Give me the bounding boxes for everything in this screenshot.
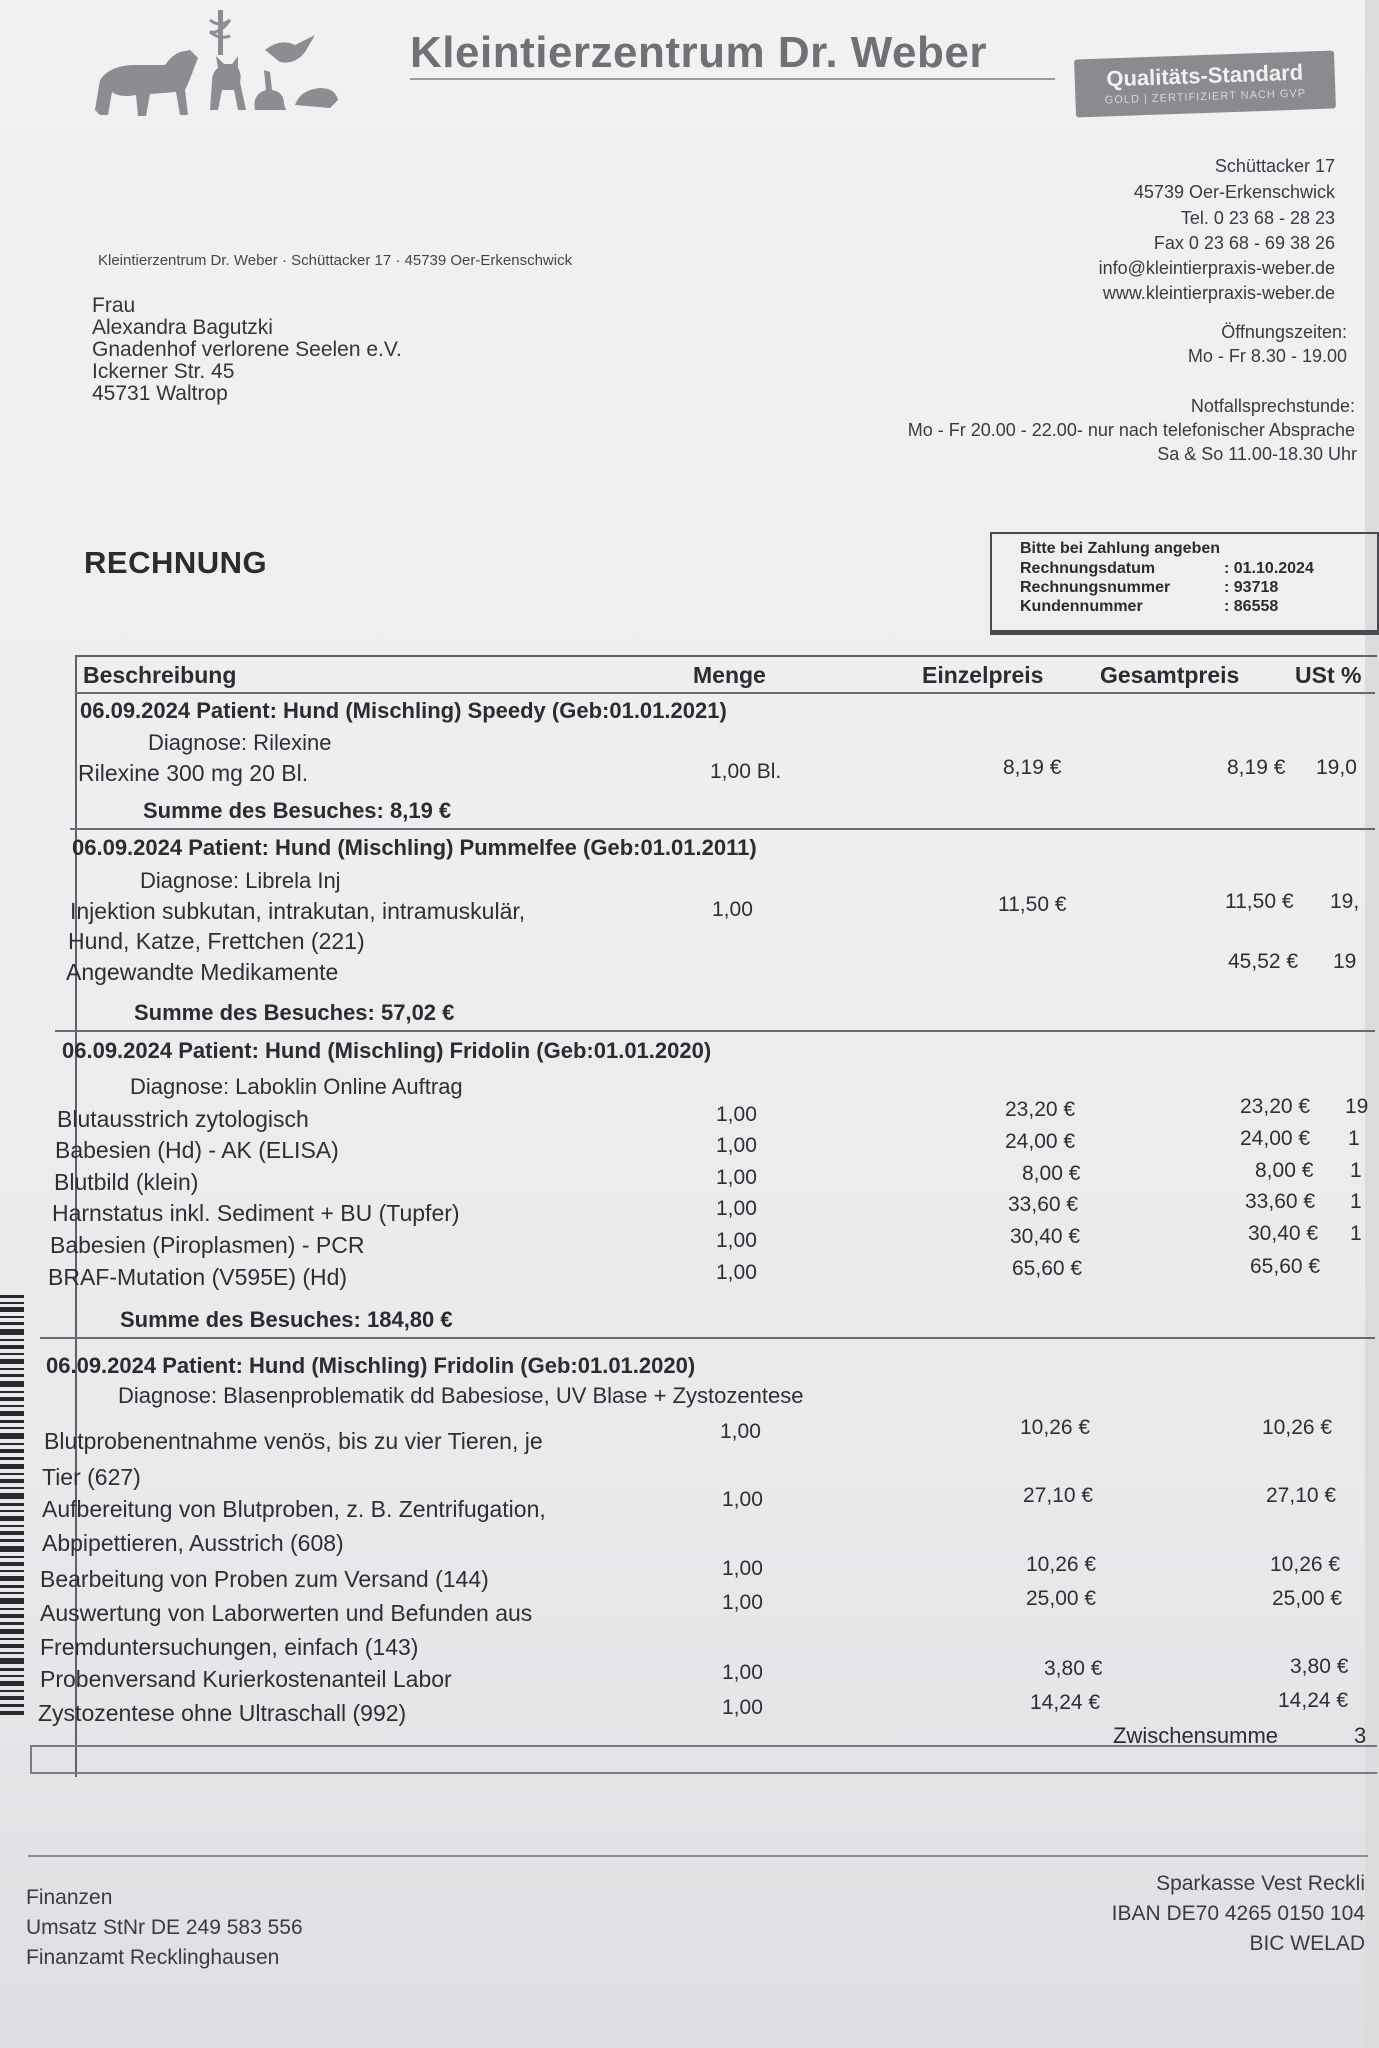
sender-address-line: Kleintierzentrum Dr. Weber · Schüttacker 17 · 45739 Oer-Erkenschwick: [98, 252, 573, 269]
footer-tax-number: Umsatz StNr DE 249 583 556: [26, 1916, 303, 1939]
footer-finance-label: Finanzen: [26, 1886, 113, 1909]
subtotal-box: [30, 1745, 1377, 1774]
line-item-description: BRAF-Mutation (V595E) (Hd): [48, 1264, 348, 1290]
line-item-vat: 1: [1350, 1222, 1362, 1245]
clinic-name: Kleintierzentrum Dr. Weber: [410, 28, 987, 77]
footer-bic: BIC WELAD: [1249, 1932, 1365, 1955]
customer-number-value: : 86558: [1224, 598, 1279, 615]
line-item-unit-price: 8,19 €: [1003, 756, 1062, 779]
line-item-description: Blutprobenentnahme venös, bis zu vier Tieren, je: [44, 1428, 543, 1454]
line-item-total-price: 10,26 €: [1270, 1553, 1341, 1576]
line-item-description-cont: Hund, Katze, Frettchen (221): [68, 928, 365, 954]
line-item-description: Blutausstrich zytologisch: [57, 1106, 309, 1132]
visit-sum: Summe des Besuches: 184,80 €: [120, 1307, 453, 1332]
emergency-weekend: Sa & So 11.00-18.30 Uhr: [1157, 444, 1357, 464]
subtotal-value: 3: [1354, 1723, 1367, 1748]
line-item-description-cont: Abpipettieren, Ausstrich (608): [42, 1530, 344, 1556]
line-item-total-price: 30,40 €: [1248, 1222, 1319, 1245]
col-header-vat: USt %: [1295, 662, 1362, 688]
col-header-unit-price: Einzelpreis: [922, 662, 1044, 688]
visit-diagnosis: Diagnose: Laboklin Online Auftrag: [130, 1074, 463, 1099]
line-item-description: Auswertung von Laborwerten und Befunden aus: [40, 1600, 533, 1626]
invoice-number-label: Rechnungsnummer: [1020, 579, 1171, 596]
line-item-description: Harnstatus inkl. Sediment + BU (Tupfer): [52, 1200, 460, 1226]
document-title: RECHNUNG: [84, 545, 268, 580]
line-item-description: Probenversand Kurierkostenanteil Labor: [40, 1666, 452, 1692]
invoice-date-value: : 01.10.2024: [1224, 560, 1314, 577]
emergency-label: Notfallsprechstunde:: [1190, 396, 1355, 416]
line-item-quantity: 1,00: [716, 1103, 757, 1126]
line-item-quantity: 1,00: [716, 1197, 757, 1220]
line-item-total-price: 25,00 €: [1272, 1587, 1343, 1610]
line-item-quantity: 1,00: [722, 1661, 763, 1684]
contact-email: info@kleintierpraxis-weber.de: [1098, 258, 1335, 278]
line-item-quantity: 1,00: [716, 1166, 757, 1189]
line-item-description: Babesien (Piroplasmen) - PCR: [50, 1232, 365, 1258]
line-item-vat: 19: [1345, 1095, 1369, 1118]
line-item-unit-price: 3,80 €: [1044, 1657, 1103, 1680]
line-item-description: Angewandte Medikamente: [66, 959, 339, 985]
footer-iban: IBAN DE70 4265 0150 104: [1111, 1902, 1365, 1925]
line-item-quantity: 1,00: [716, 1261, 757, 1284]
line-item-description: Babesien (Hd) - AK (ELISA): [55, 1137, 339, 1163]
col-header-description: Beschreibung: [83, 662, 237, 688]
line-item-quantity: 1,00 Bl.: [710, 760, 782, 783]
contact-phone: Tel. 0 23 68 - 28 23: [1180, 208, 1335, 228]
visit-diagnosis: Diagnose: Blasenproblematik dd Babesiose, UV Blase + Zystozentese: [118, 1383, 804, 1408]
line-item-vat: 19,0: [1316, 756, 1357, 779]
contact-street: Schüttacker 17: [1214, 156, 1335, 176]
line-item-total-price: 11,50 €: [1225, 890, 1294, 913]
line-item-total-price: 8,00 €: [1255, 1159, 1314, 1182]
line-item-quantity: 1,00: [722, 1557, 763, 1580]
section-rule: [70, 828, 1375, 830]
line-item-description: Zystozentese ohne Ultraschall (992): [38, 1700, 407, 1726]
recipient-city: 45731 Waltrop: [92, 382, 228, 405]
line-item-description: Aufbereitung von Blutproben, z. B. Zentrifugation,: [42, 1496, 546, 1522]
line-item-unit-price: 10,26 €: [1026, 1553, 1097, 1576]
clinic-logo-animals-icon: [90, 10, 420, 130]
line-item-vat: 1: [1348, 1127, 1360, 1150]
visit-title: 06.09.2024 Patient: Hund (Mischling) Speedy (Geb:01.01.2021): [80, 698, 727, 723]
line-item-total-price: 33,60 €: [1245, 1190, 1316, 1213]
line-item-description: Injektion subkutan, intrakutan, intramuskulär,: [70, 898, 526, 924]
line-item-total-price: 10,26 €: [1262, 1416, 1333, 1439]
line-item-unit-price: 24,00 €: [1005, 1130, 1076, 1153]
line-item-quantity: 1,00: [722, 1488, 763, 1511]
visit-title: 06.09.2024 Patient: Hund (Mischling) Pummelfee (Geb:01.01.2011): [72, 835, 757, 860]
line-item-quantity: 1,00: [716, 1134, 757, 1157]
logo-underline: [410, 78, 1055, 80]
line-item-quantity: 1,00: [720, 1420, 761, 1443]
recipient-street: Ickerner Str. 45: [92, 360, 235, 383]
payment-box-heading: Bitte bei Zahlung angeben: [1020, 540, 1221, 557]
visit-diagnosis: Diagnose: Rilexine: [148, 730, 332, 755]
line-item-vat: 1: [1350, 1190, 1362, 1213]
header-rule: [75, 692, 1375, 694]
visit-title: 06.09.2024 Patient: Hund (Mischling) Fridolin (Geb:01.01.2020): [62, 1038, 712, 1063]
visit-title: 06.09.2024 Patient: Hund (Mischling) Fridolin (Geb:01.01.2020): [46, 1353, 696, 1378]
barcode-strip-icon: [0, 1295, 24, 1715]
line-item-total-price: 3,80 €: [1290, 1655, 1349, 1678]
line-item-unit-price: 25,00 €: [1026, 1587, 1097, 1610]
quality-badge-subtitle: GOLD | ZERTIFIZIERT NACH GVP: [1104, 87, 1307, 107]
line-item-unit-price: 65,60 €: [1012, 1257, 1083, 1280]
line-item-total-price: 65,60 €: [1250, 1255, 1321, 1278]
visit-diagnosis: Diagnose: Librela Inj: [140, 868, 341, 893]
footer-bank-name: Sparkasse Vest Reckli: [1156, 1872, 1365, 1895]
opening-hours: Mo - Fr 8.30 - 19.00: [1187, 346, 1347, 366]
contact-city: 45739 Oer-Erkenschwick: [1133, 182, 1335, 202]
contact-website: www.kleintierpraxis-weber.de: [1102, 283, 1335, 303]
line-item-total-price: 8,19 €: [1227, 756, 1286, 779]
footer-tax-office: Finanzamt Recklinghausen: [26, 1946, 280, 1969]
visit-sum: Summe des Besuches: 8,19 €: [143, 798, 452, 823]
line-item-description-cont: Tier (627): [42, 1464, 141, 1490]
line-item-vat: 1: [1350, 1159, 1362, 1182]
line-item-unit-price: 8,00 €: [1022, 1162, 1081, 1185]
recipient-organization: Gnadenhof verlorene Seelen e.V.: [92, 338, 402, 361]
line-item-unit-price: 27,10 €: [1023, 1484, 1094, 1507]
line-item-description: Rilexine 300 mg 20 Bl.: [78, 760, 309, 786]
line-item-unit-price: 14,24 €: [1030, 1691, 1101, 1714]
line-item-description: Blutbild (klein): [54, 1169, 199, 1195]
line-item-total-price: 23,20 €: [1240, 1095, 1311, 1118]
invoice-date-label: Rechnungsdatum: [1020, 560, 1156, 577]
visit-sum: Summe des Besuches: 57,02 €: [134, 1000, 455, 1025]
quality-badge: [1074, 50, 1336, 117]
line-item-vat: 19,: [1330, 890, 1360, 913]
line-item-unit-price: 30,40 €: [1010, 1225, 1081, 1248]
line-item-total-price: 27,10 €: [1266, 1484, 1337, 1507]
col-header-total-price: Gesamtpreis: [1100, 662, 1240, 688]
line-item-description-cont: Fremduntersuchungen, einfach (143): [40, 1634, 419, 1660]
recipient-salutation: Frau: [92, 294, 136, 317]
line-item-unit-price: 33,60 €: [1008, 1193, 1079, 1216]
line-item-total-price: 45,52 €: [1228, 950, 1299, 973]
quality-badge-title: Qualitäts-Standard: [1105, 59, 1304, 92]
line-item-total-price: 14,24 €: [1278, 1689, 1349, 1712]
col-header-quantity: Menge: [693, 662, 766, 688]
subtotal-label: Zwischensumme: [1113, 1723, 1279, 1748]
section-rule: [40, 1337, 1375, 1339]
customer-number-label: Kundennummer: [1020, 598, 1143, 615]
line-item-unit-price: 10,26 €: [1020, 1416, 1091, 1439]
line-item-description: Bearbeitung von Proben zum Versand (144): [40, 1566, 489, 1592]
opening-hours-label: Öffnungszeiten:: [1221, 322, 1347, 342]
line-item-quantity: 1,00: [712, 898, 753, 921]
line-item-unit-price: 11,50 €: [998, 893, 1067, 916]
contact-fax: Fax 0 23 68 - 69 38 26: [1153, 233, 1335, 253]
recipient-name: Alexandra Bagutzki: [92, 316, 273, 339]
line-item-quantity: 1,00: [716, 1229, 757, 1252]
line-item-vat: 19: [1333, 950, 1357, 973]
line-item-quantity: 1,00: [722, 1591, 763, 1614]
line-item-quantity: 1,00: [722, 1696, 763, 1719]
emergency-weekday: Mo - Fr 20.00 - 22.00- nur nach telefonischer Absprache: [907, 420, 1355, 440]
line-item-total-price: 24,00 €: [1240, 1127, 1311, 1150]
section-rule: [55, 1030, 1375, 1032]
line-item-unit-price: 23,20 €: [1005, 1098, 1076, 1121]
footer-rule: [28, 1855, 1368, 1857]
payment-reference-box: [990, 532, 1379, 635]
invoice-number-value: : 93718: [1224, 579, 1279, 596]
